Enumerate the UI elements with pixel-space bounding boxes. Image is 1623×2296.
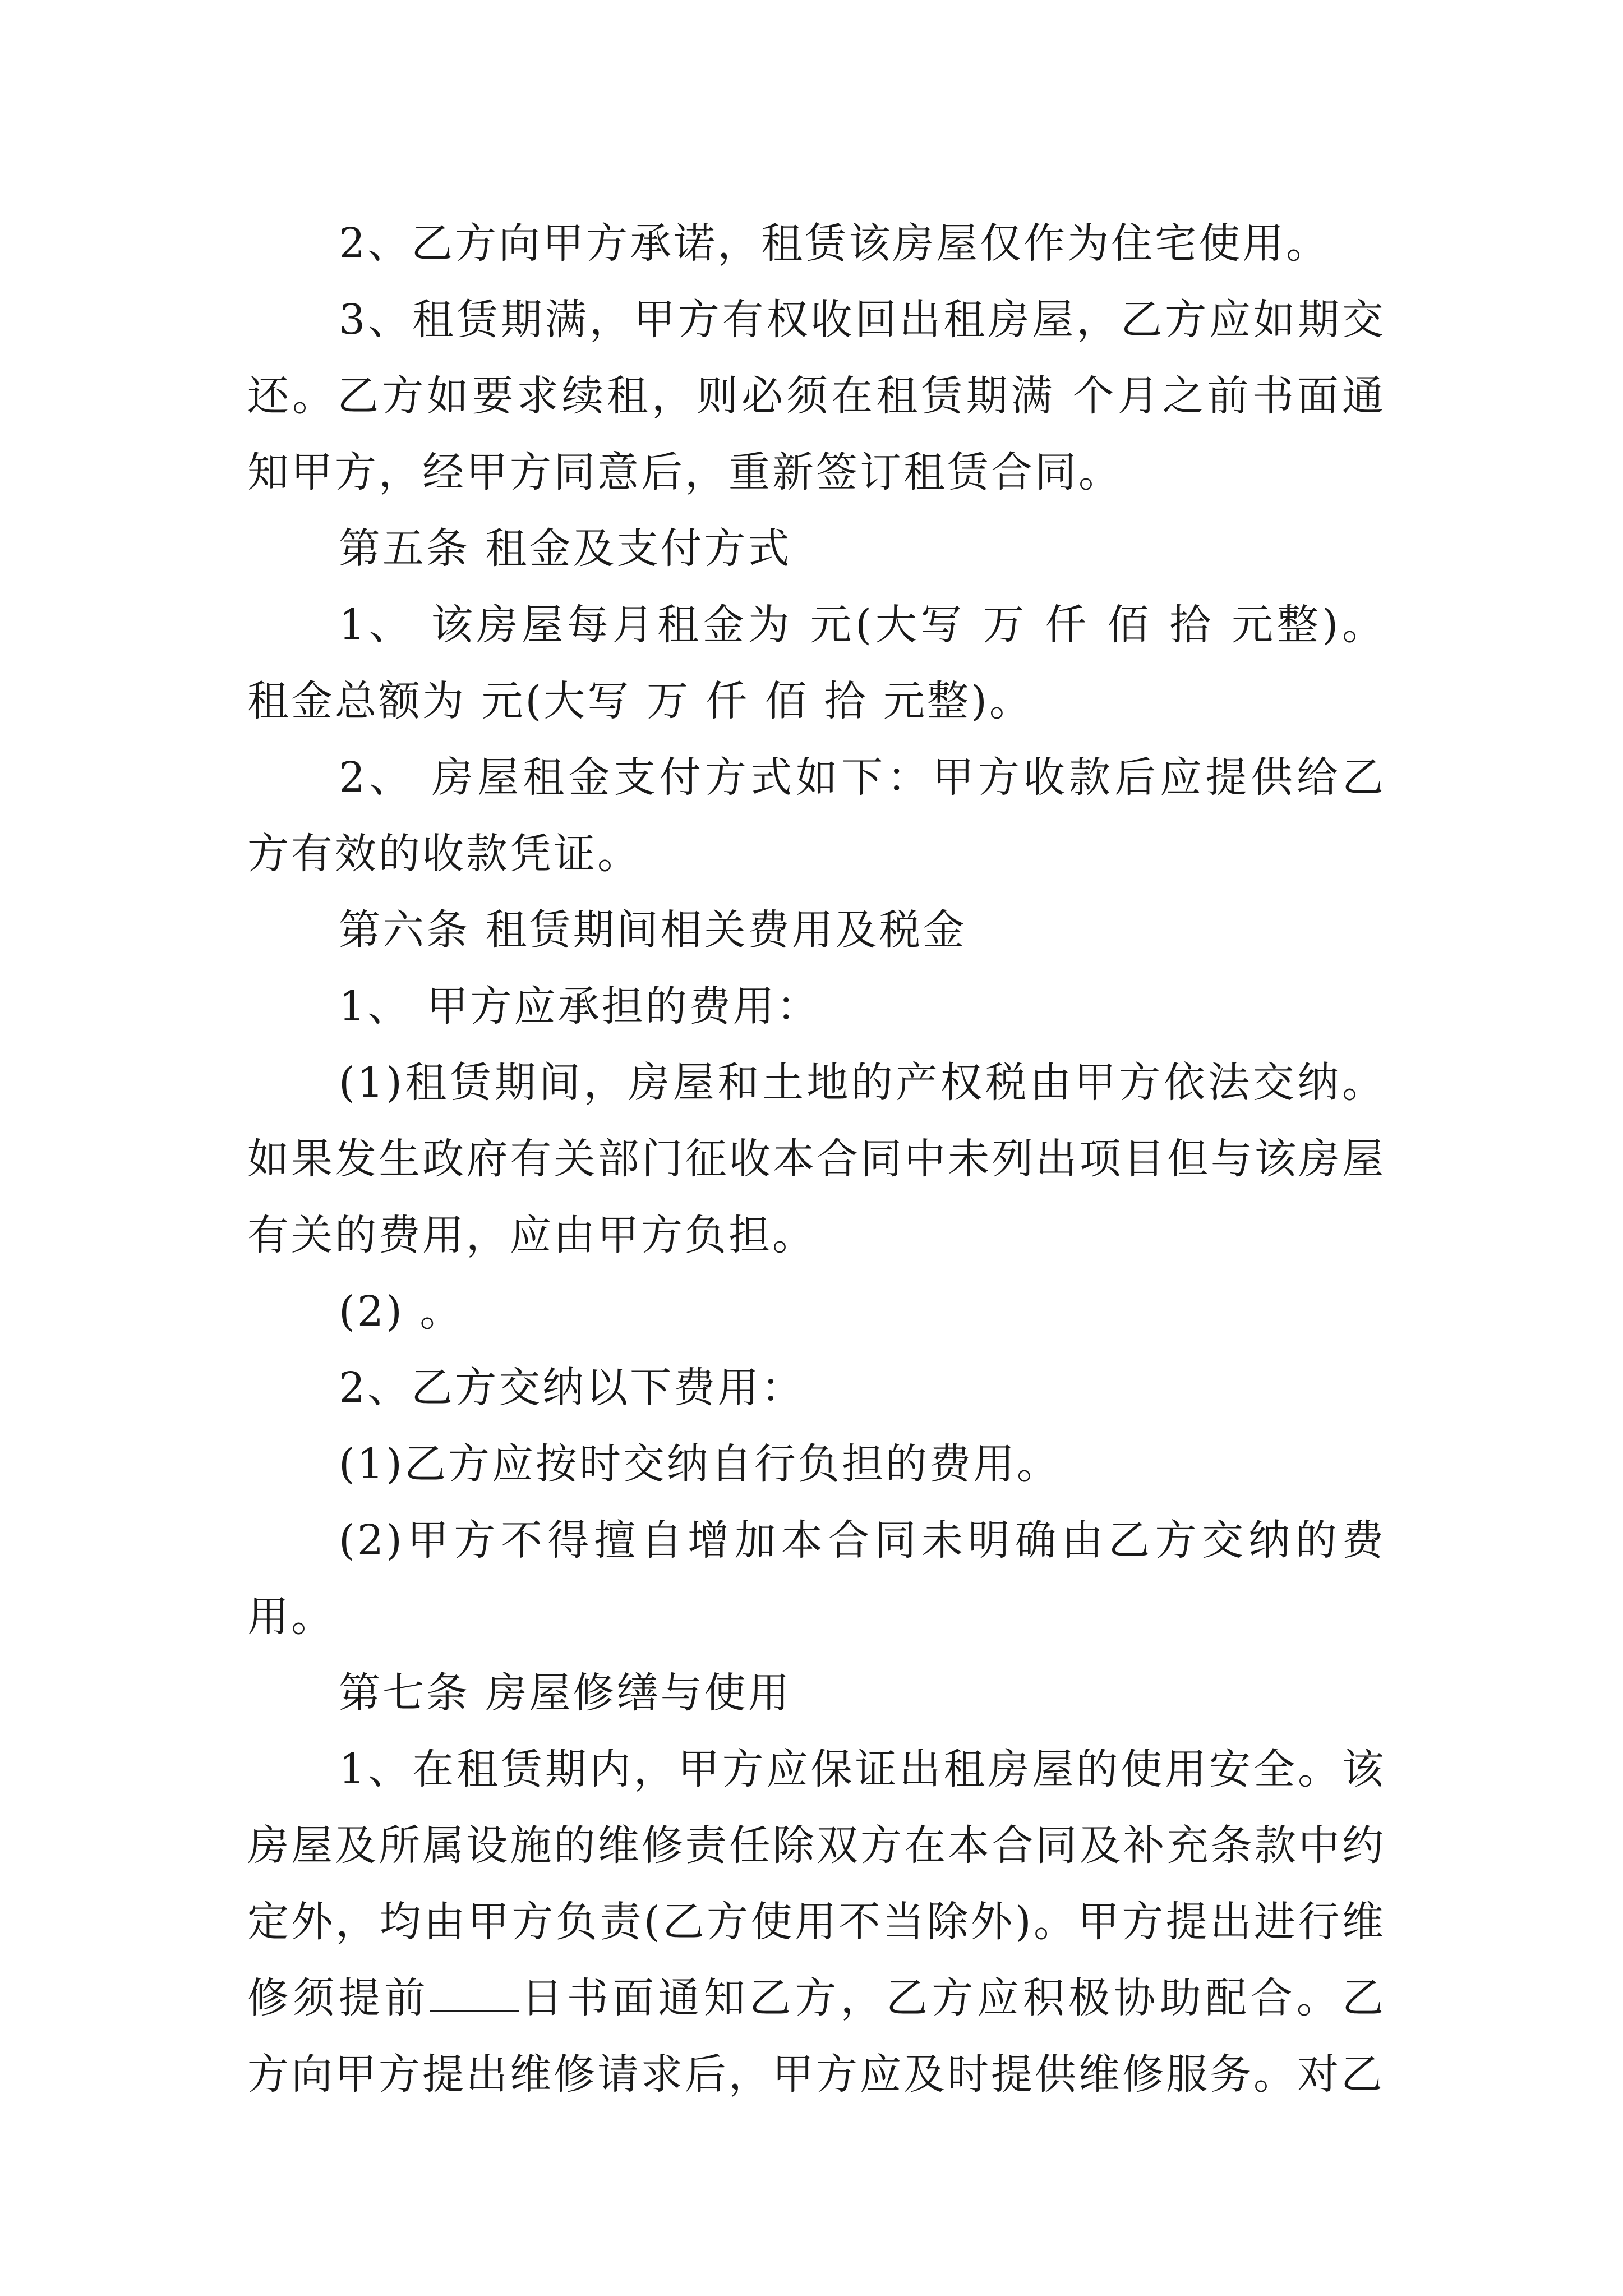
article-6-item-2-sub-2: (2)甲方不得擅自增加本合同未明确由乙方交纳的费用。 bbox=[247, 1516, 1386, 1641]
article-5-item-1-rent-amount: 1、 该房屋每月租金为 元(大写 万 仟 佰 拾 元整)。租金总额为 元(大写 万 仟 佰 拾 元整)。 bbox=[247, 601, 1386, 725]
article-5-heading: 第五条 租金及支付方式 bbox=[339, 524, 792, 573]
repairs-text-after-blank: 日书面通知乙方，乙方应积极协助配合。乙方向甲方提出维修请求后，甲方应及时提供维修服务。对乙 bbox=[247, 1974, 1386, 2099]
fill-in-blank-days bbox=[430, 1973, 519, 2012]
clause-3-lease-expiry: 3、租赁期满，甲方有权收回出租房屋，乙方应如期交还。乙方如要求续租，则必须在租赁期满 个月之前书面通知甲方，经甲方同意后，重新签订租赁合同。 bbox=[247, 296, 1386, 496]
article-5-item-2-payment-method: 2、 房屋租金支付方式如下：甲方收款后应提供给乙方有效的收款凭证。 bbox=[247, 753, 1386, 878]
article-7-item-1-repairs bbox=[247, 1731, 1386, 2113]
repairs-text-before-blank: 1、在租赁期内，甲方应保证出租房屋的使用安全。该房屋及所属设施的维修责任除双方在本合同及补充条款中约定外，均由甲方负责(乙方使用不当除外)。甲方提出进行维修须提前 bbox=[247, 1745, 1386, 2022]
article-6-item-1-sub-1: (1)租赁期间，房屋和土地的产权税由甲方依法交纳。如果发生政府有关部门征收本合同中未列出项目但与该房屋有关的费用，应由甲方负担。 bbox=[247, 1059, 1386, 1259]
article-6-item-2-lessee-costs: 2、乙方交纳以下费用： bbox=[339, 1364, 805, 1412]
article-6-item-2-sub-1: (1)乙方应按时交纳自行负担的费用。 bbox=[339, 1440, 1061, 1488]
article-7-heading: 第七条 房屋修缮与使用 bbox=[339, 1669, 792, 1717]
document-body bbox=[247, 205, 1386, 2113]
article-6-item-1-lessor-costs: 1、 甲方应承担的费用： bbox=[339, 982, 820, 1030]
article-6-heading: 第六条 租赁期间相关费用及税金 bbox=[339, 906, 967, 954]
clause-2-residential-use: 2、乙方向甲方承诺，租赁该房屋仅作为住宅使用。 bbox=[339, 219, 1330, 268]
article-6-item-1-sub-2: (2) 。 bbox=[339, 1287, 464, 1336]
